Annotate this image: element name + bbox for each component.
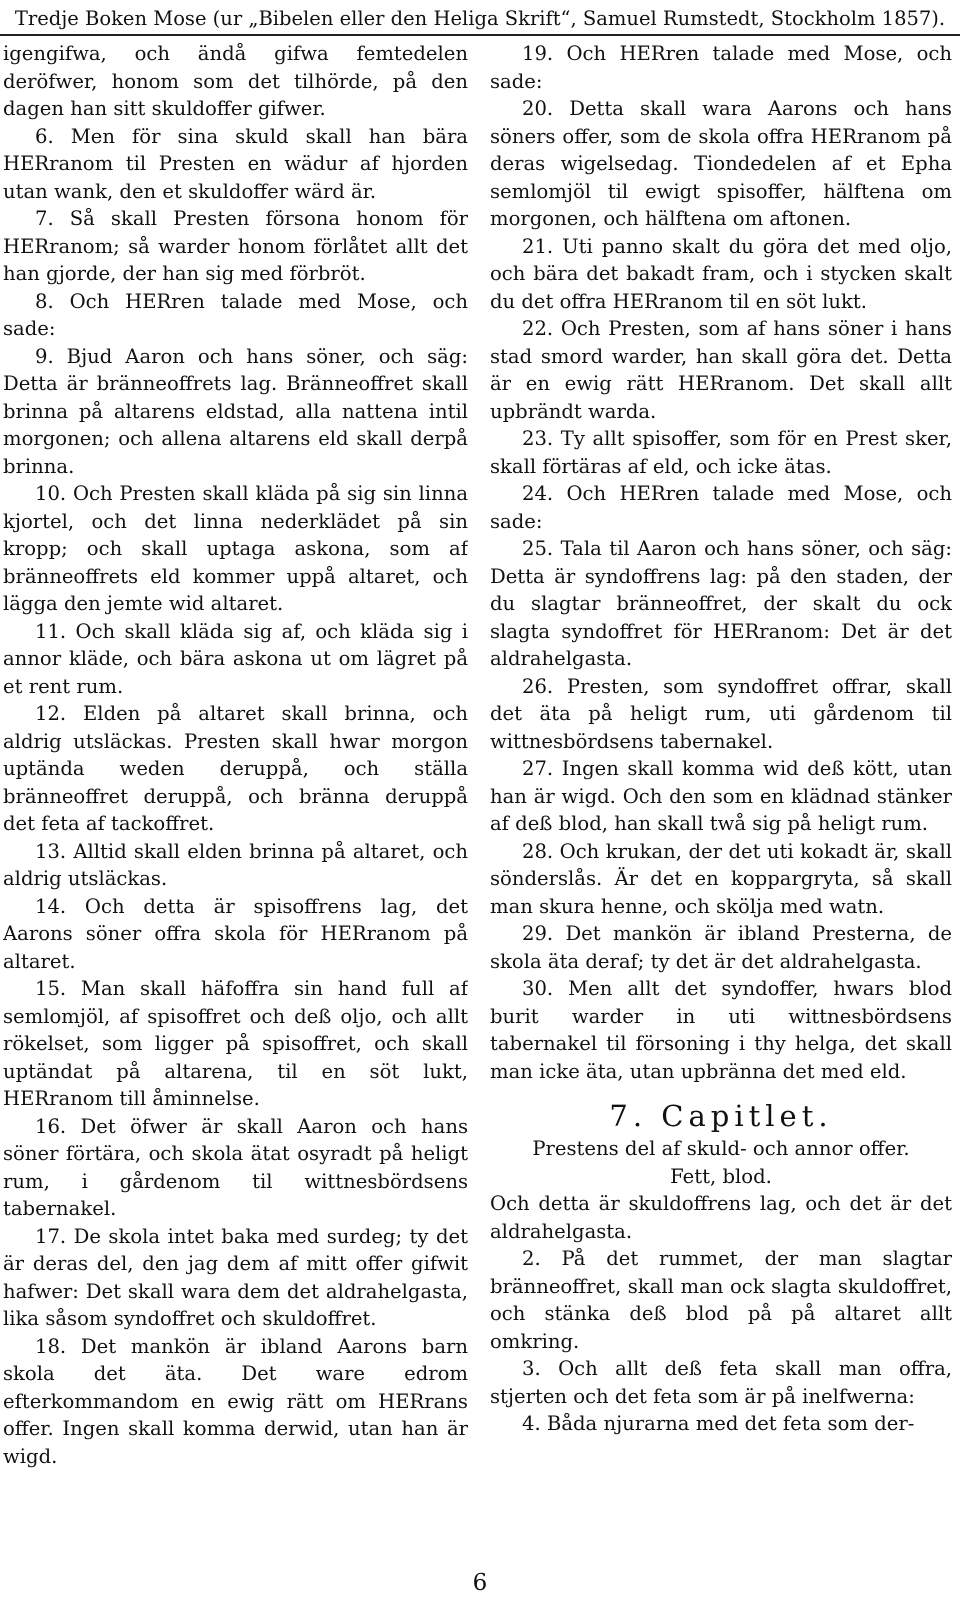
running-title: Tredje Boken Mose (ur „Bibelen eller den Heliga Skrift“, Samuel Rumstedt, Stockholm 1857). bbox=[14, 7, 946, 30]
verse-paragraph: 11. Och skall kläda sig af, och kläda sig i annor kläde, och bära askona ut om lägret på et rent rum. bbox=[3, 619, 468, 698]
verse-paragraph: 9. Bjud Aaron och hans söner, och säg: Detta är bränneoffrets lag. Bränneoffret skall brinna på altarens eldstad, alla nattena intil morgonen; och allena altarens eld skall derpå brinna. bbox=[3, 344, 468, 478]
verse-paragraph: 8. Och HERren talade med Mose, och sade: bbox=[3, 289, 468, 340]
verse-paragraph: 18. Det mankön är ibland Aarons barn skola det äta. Det ware edrom efterkommandom en ewig rätt om HERrans offer. Ingen skall komma derwid, utan han är wigd. bbox=[3, 1334, 468, 1468]
verse-paragraph: 6. Men för sina skuld skall han bära HERranom til Presten en wädur af hjorden utan wank, den et skuldoffer wärd är. bbox=[3, 124, 468, 203]
verse-paragraph: 15. Man skall häfoffra sin hand full af semlomjöl, af spisoffret och deß oljo, och allt rökelset, som ligger på spisoffret, och skall uptändat på altarena, til en söt lukt, HERranom till åminnelse. bbox=[3, 977, 468, 1110]
page-number: 6 bbox=[472, 1570, 488, 1596]
verse-paragraph: 20. Detta skall wara Aarons och hans söners offer, som de skola offra HERranom på deras wigelsedag. Tiondedelen af et Epha semlomjöl til ewigt spisoffer, hälftena om morgonen, och hälftena om aftonen. bbox=[490, 97, 952, 230]
verse-paragraph: igengifwa, och ändå gifwa femtedelen deröfwer, honom som det tilhörde, på den dagen han sitt skuldoffer gifwer. bbox=[3, 42, 468, 120]
verse-paragraph: 23. Ty allt spisoffer, som för en Prest sker, skall förtäras af eld, och icke ätas. bbox=[490, 427, 952, 478]
verse-paragraph: 27. Ingen skall komma wid deß kött, utan han är wigd. Och den som en klädnad stänker af deß blod, han skall twå sig på heligt rum. bbox=[490, 757, 952, 835]
verse-paragraph: 12. Elden på altaret skall brinna, och aldrig utsläckas. Presten skall hwar morgon uptända weden deruppå, och ställa bränneoffret deruppå, och bränna deruppå det feta af tackoffret. bbox=[3, 702, 468, 835]
verse-paragraph: 19. Och HERren talade med Mose, och sade: bbox=[490, 42, 952, 93]
right-column-verses-before bbox=[490, 40, 952, 1085]
verse-paragraph: 14. Och detta är spisoffrens lag, det Aarons söner offra skola för HERranom på altaret. bbox=[3, 894, 468, 973]
verse-paragraph: 25. Tala til Aaron och hans söner, och säg: Detta är syndoffrens lag: på den staden, der du slagtar bränneoffret, der skalt du ock slagta syndoffret för HERranom: Det är det aldrahelgasta. bbox=[490, 537, 952, 670]
right-column-verses-after bbox=[490, 1190, 952, 1438]
header-rule bbox=[0, 34, 960, 36]
left-column bbox=[3, 40, 468, 1560]
verse-paragraph: 22. Och Presten, som af hans söner i hans stad smord warder, han skall göra det. Detta är en ewig rätt HERranom. Det skall allt upbrändt warda. bbox=[490, 317, 952, 423]
verse-paragraph: 30. Men allt det syndoffer, hwars blod burit warder in uti wittnesbördsens tabernakel til försoning i thy helga, det skall man icke äta, utan upbränna det med eld. bbox=[490, 977, 952, 1083]
verse-paragraph: 21. Uti panno skalt du göra det med oljo, och bära det bakadt fram, och i stycken skalt du det offra HERranom til en söt lukt. bbox=[490, 234, 952, 313]
verse-paragraph: 4. Båda njurarna med det feta som der- bbox=[522, 1412, 915, 1435]
verse-paragraph: 26. Presten, som syndoffret offrar, skall det äta på heligt rum, uti gårdenom til wittnesbördsens tabernakel. bbox=[490, 674, 952, 753]
chapter-summary-line: Fett, blod. bbox=[670, 1164, 772, 1188]
chapter-heading: 7. Capitlet. bbox=[609, 1099, 833, 1133]
verse-paragraph: Och detta är skuldoffrens lag, och det är det aldrahelgasta. bbox=[490, 1192, 952, 1243]
verse-paragraph: 28. Och krukan, der det uti kokadt är, skall sönderslås. Är det en koppargryta, så skall man skura henne, och skölja med watn. bbox=[490, 839, 952, 918]
chapter-summary bbox=[490, 1135, 952, 1190]
verse-paragraph: 17. De skola intet baka med surdeg; ty det är deras del, den jag dem af mitt offer gifwit hafwer: Det skall wara dem det aldrahelgasta, lika såsom syndoffret och skuldoffret. bbox=[3, 1224, 468, 1330]
right-column bbox=[490, 40, 952, 1560]
verse-paragraph: 24. Och HERren talade med Mose, och sade: bbox=[490, 482, 952, 533]
verse-paragraph: 7. Så skall Presten försona honom för HERranom; så warder honom förlåtet allt det han gjorde, der han sig med förbröt. bbox=[3, 207, 468, 285]
verse-paragraph: 29. Det mankön är ibland Presterna, de skola äta deraf; ty det är det aldrahelgasta. bbox=[490, 922, 952, 973]
verse-paragraph: 2. På det rummet, der man slagtar bränneoffret, skall man ock slagta skuldoffret, och stänka deß blod på på altaret allt omkring. bbox=[490, 1247, 952, 1353]
verse-paragraph: 16. Det öfwer är skall Aaron och hans söner förtära, och skola ätat osyradt på heligt rum, i gårdenom til wittnesbördsens tabernakel. bbox=[3, 1114, 468, 1220]
verse-paragraph: 3. Och allt deß feta skall man offra, stjerten och det feta som är på inelfwerna: bbox=[490, 1357, 952, 1408]
verse-paragraph: 10. Och Presten skall kläda på sig sin linna kjortel, och det linna nederklädet på sin kropp; och skall uptaga askona, som af bränneoffrets eld kommer uppå altaret, och lägga den jemte wid altaret. bbox=[3, 482, 468, 615]
verse-paragraph: 13. Alltid skall elden brinna på altaret, och aldrig utsläckas. bbox=[3, 839, 468, 890]
chapter-summary-line: Prestens del af skuld- och annor offer. bbox=[532, 1137, 910, 1160]
